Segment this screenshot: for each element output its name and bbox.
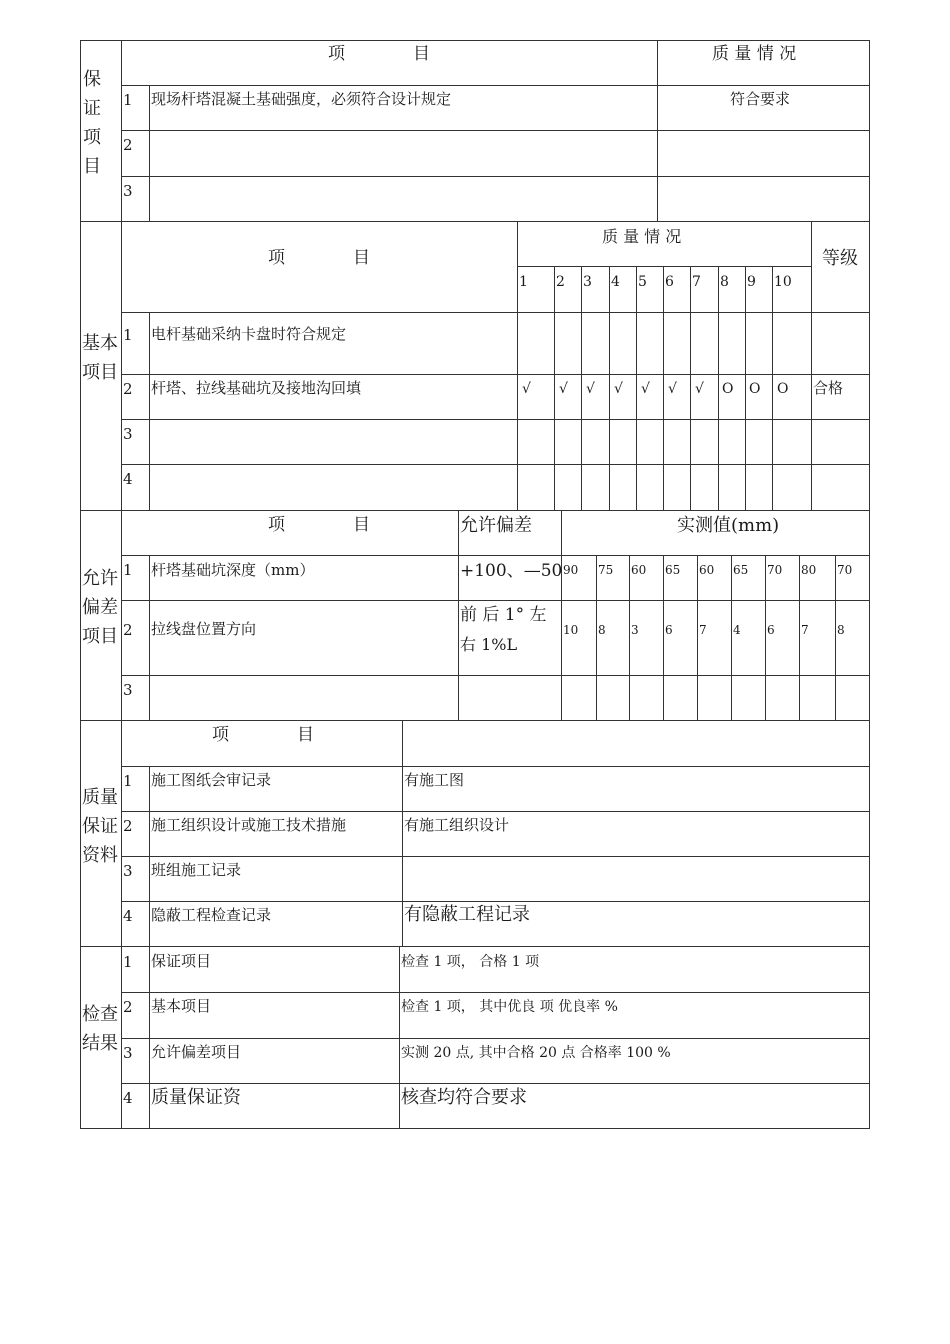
tolerance-row-2-item: 拉线盘位置方向 [151,620,257,638]
tolerance-row-3-no: 3 [123,681,133,699]
measured-value: 60 [631,563,647,577]
result-row-2-no: 2 [123,998,133,1016]
result-section-label-1: 检查 [82,1004,118,1025]
docs-row-4-item: 隐蔽工程检查记录 [151,906,272,924]
point-number: 6 [665,274,674,290]
measured-value: 4 [733,623,741,637]
point-number: 8 [720,274,729,290]
point-mark: √ [522,381,531,397]
tolerance-section-label-3: 项目 [82,626,118,647]
point-number: 2 [556,274,565,290]
basic-row-2-grade: 合格 [813,379,844,397]
docs-row-2-status: 有施工组织设计 [404,816,510,834]
guarantee-section-label: 保证项目 [83,69,101,177]
measured-value: 90 [563,563,579,577]
docs-row-4-status: 有隐蔽工程记录 [404,904,530,925]
docs-row-2-no: 2 [123,817,133,835]
measured-value: 6 [665,623,673,637]
result-row-3-no: 3 [123,1044,133,1062]
guarantee-header-quality: 质 量 情 况 [712,44,797,64]
result-section-label-2: 结果 [82,1033,118,1054]
measured-value: 8 [598,623,606,637]
point-number: 7 [692,274,701,290]
measured-value: 80 [801,563,817,577]
tolerance-section-label-1: 允许 [82,568,118,589]
result-row-3-item: 允许偏差项目 [151,1043,242,1061]
basic-row-2-item: 杆塔、拉线基础坑及接地沟回填 [151,379,362,397]
measured-value: 7 [699,623,707,637]
point-number: 4 [611,274,620,290]
docs-row-1-item: 施工图纸会审记录 [151,771,272,789]
point-number: 3 [583,274,592,290]
point-mark: √ [668,381,677,397]
basic-row-4-no: 4 [123,470,133,488]
result-row-2-item: 基本项目 [151,997,212,1015]
docs-section-label-2: 保证 [82,816,118,837]
measured-value: 8 [837,623,845,637]
measured-value: 3 [631,623,639,637]
measured-value: 70 [767,563,783,577]
basic-header-quality: 质 量 情 况 [602,227,682,246]
docs-row-2-item: 施工组织设计或施工技术措施 [151,816,347,834]
measured-value: 6 [767,623,775,637]
measured-value: 70 [837,563,853,577]
tolerance-row-1-allow: +100、—50 [460,561,563,581]
measured-value: 75 [598,563,614,577]
point-mark: √ [586,381,595,397]
point-mark: O [722,381,734,397]
result-row-4-item: 质量保证资 [151,1087,241,1108]
guarantee-row-1-quality: 符合要求 [730,90,791,108]
basic-row-1-item: 电杆基础采纳卡盘时符合规定 [151,325,347,343]
docs-section-label-1: 质量 [82,787,118,808]
tolerance-header-allow: 允许偏差 [460,515,532,536]
tolerance-row-2-allow-line-1: 前 后 1° 左 [460,605,547,625]
docs-section-label-3: 资料 [82,845,118,866]
tolerance-row-2-no: 2 [123,621,133,639]
tolerance-header-measured: 实测值(mm) [677,515,780,536]
docs-row-1-no: 1 [123,772,133,790]
point-number: 5 [638,274,647,290]
guarantee-row-1-no: 1 [123,91,133,109]
result-row-4-no: 4 [123,1089,133,1107]
docs-header-item: 项 目 [212,725,314,745]
result-row-1-no: 1 [123,953,133,971]
measured-value: 10 [563,623,579,637]
tolerance-row-1-no: 1 [123,561,133,579]
result-row-1-item: 保证项目 [151,952,212,970]
measured-value: 60 [699,563,715,577]
measured-value: 65 [665,563,681,577]
point-mark: √ [614,381,623,397]
measured-value: 65 [733,563,749,577]
point-mark: O [749,381,761,397]
point-number: 9 [747,274,756,290]
point-mark: √ [695,381,704,397]
tolerance-row-2-allow-line-2: 右 1%L [460,635,518,654]
basic-row-1-no: 1 [123,326,133,344]
result-row-4-summary: 核查均符合要求 [401,1087,527,1108]
docs-row-4-no: 4 [123,907,133,925]
basic-section-label: 基本项目 [82,333,118,383]
docs-row-1-status: 有施工图 [404,771,465,789]
measured-value: 7 [801,623,809,637]
point-number: 10 [774,274,792,290]
result-row-2-summary: 检查 1 项， 其中优良 项 优良率 % [401,999,618,1015]
result-row-3-summary: 实测 20 点, 其中合格 20 点 合格率 100 % [401,1045,671,1061]
guarantee-row-1-item: 现场杆塔混凝土基础强度，必须符合设计规定 [151,90,452,108]
basic-row-2-no: 2 [123,380,133,398]
point-mark: √ [559,381,568,397]
point-mark: √ [641,381,650,397]
guarantee-header-item: 项 目 [328,44,430,64]
docs-row-3-no: 3 [123,862,133,880]
basic-header-grade: 等级 [822,248,858,269]
result-row-1-summary: 检查 1 项， 合格 1 项 [401,954,540,970]
guarantee-row-3-no: 3 [123,182,133,200]
basic-header-item: 项 目 [268,248,370,268]
tolerance-header-item: 项 目 [268,515,370,535]
tolerance-row-1-item: 杆塔基础坑深度（mm） [151,561,315,579]
docs-row-3-item: 班组施工记录 [151,861,242,879]
tolerance-section-label-2: 偏差 [82,597,118,618]
guarantee-row-2-no: 2 [123,136,133,154]
point-number: 1 [519,274,528,290]
basic-row-3-no: 3 [123,425,133,443]
point-mark: O [777,381,789,397]
